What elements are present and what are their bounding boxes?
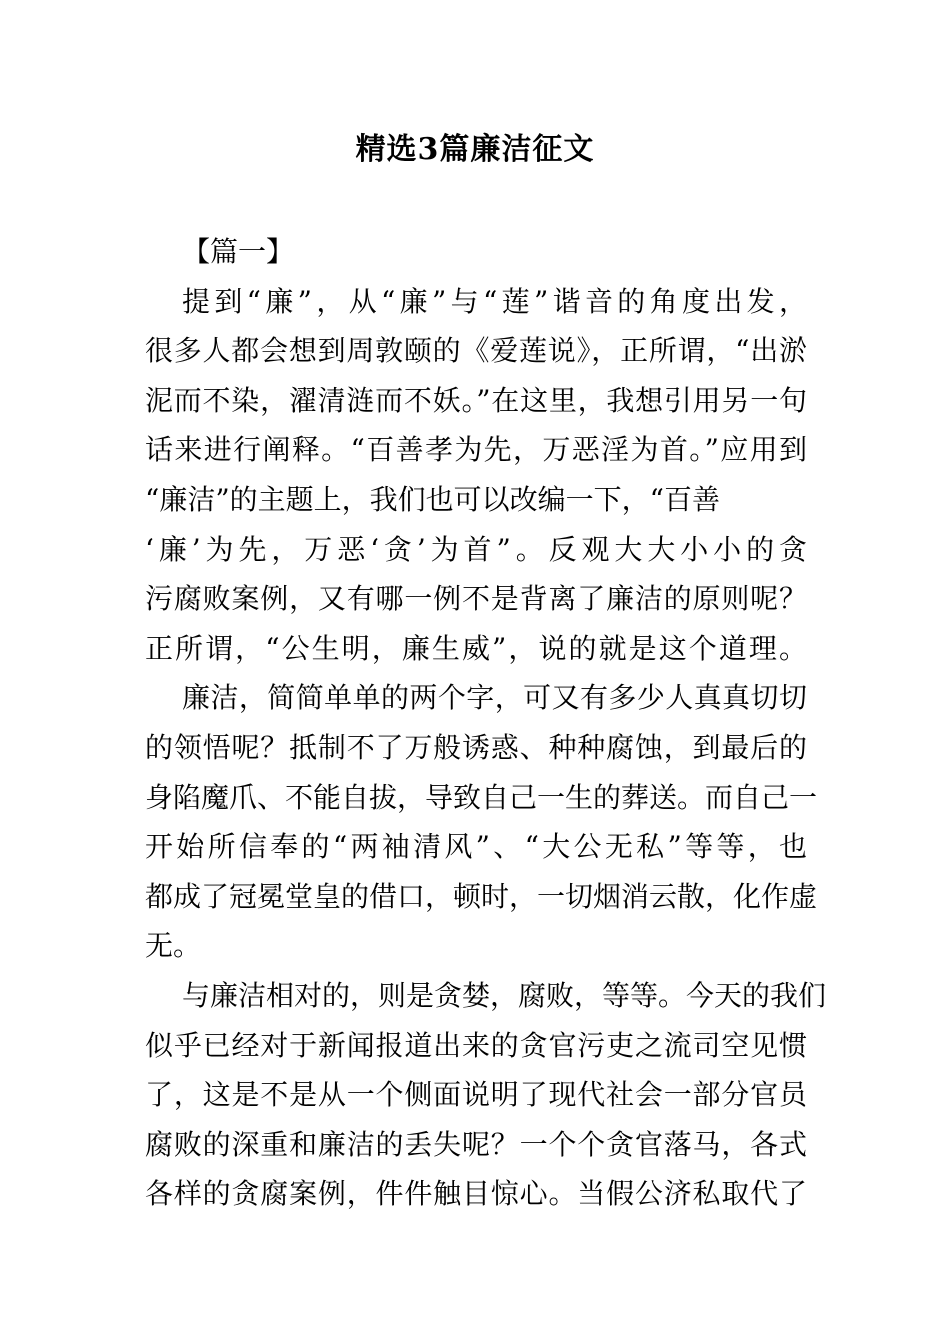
- text-line: 身陷魔爪、不能自拔，导致自己一生的葬送。而自己一: [145, 780, 818, 814]
- text-line: 开始所信奉的“两袖清风”、“大公无私”等等，也: [145, 830, 807, 864]
- text-line: 似乎已经对于新闻报道出来的贪官污吏之流司空见惯: [145, 1028, 807, 1062]
- text-line: 无。: [145, 929, 202, 963]
- text-line: 腐败的深重和廉洁的丢失呢？一个个贪官落马，各式: [145, 1127, 807, 1161]
- text-line: 提到“廉”，从“廉”与“莲”谐音的角度出发，: [182, 284, 807, 318]
- text-line: ‘廉’为先，万恶‘贪’为首”。反观大大小小的贪: [145, 532, 807, 566]
- document-title: 精选3篇廉洁征文: [355, 132, 595, 167]
- text-line: 各样的贪腐案例，件件触目惊心。当假公济私取代了: [145, 1177, 807, 1211]
- text-line: 都成了冠冕堂皇的借口，顿时，一切烟消云散，化作虚: [145, 879, 818, 913]
- text-line: 很多人都会想到周敦颐的《爱莲说》，正所谓，“出淤: [145, 334, 807, 368]
- text-line: 泥而不染，濯清涟而不妖。”在这里，我想引用另一句: [145, 383, 807, 417]
- text-line: 的领悟呢？抵制不了万般诱惑、种种腐蚀，到最后的: [145, 730, 807, 764]
- text-line: 廉洁，简简单单的两个字，可又有多少人真真切切: [182, 681, 807, 715]
- text-line: 话来进行阐释。“百善孝为先，万恶淫为首。”应用到: [145, 433, 807, 467]
- document-body: [145, 227, 827, 1219]
- text-line: 污腐败案例，又有哪一例不是背离了廉洁的原则呢？: [145, 582, 807, 616]
- text-line: 与廉洁相对的，则是贪婪，腐败，等等。今天的我们: [182, 978, 827, 1012]
- text-line: 正所谓，“公生明，廉生威”，说的就是这个道理。: [145, 631, 807, 665]
- text-line: “廉洁”的主题上，我们也可以改编一下，“百善: [145, 482, 720, 516]
- text-line: 了，这是不是从一个侧面说明了现代社会一部分官员: [145, 1078, 807, 1112]
- section-heading: 【篇一】: [182, 235, 295, 268]
